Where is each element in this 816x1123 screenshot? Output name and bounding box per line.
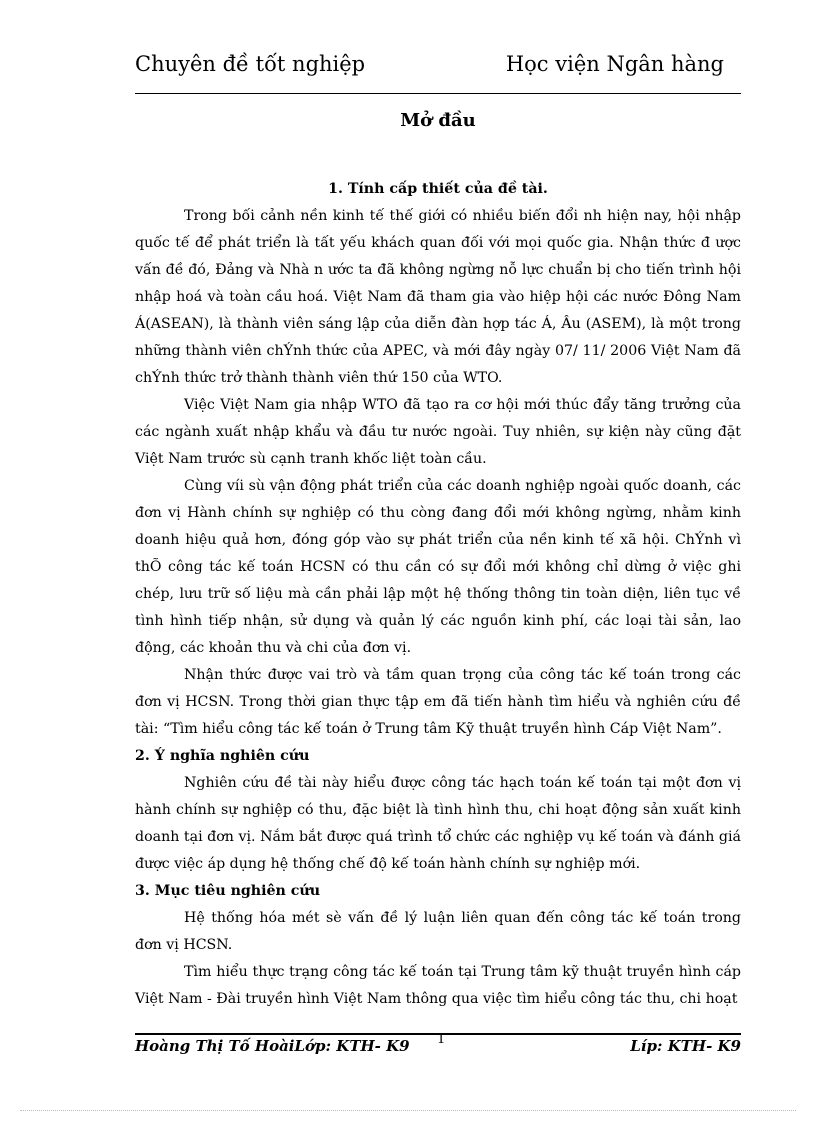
document-body	[135, 176, 741, 1013]
page-footer	[135, 1032, 741, 1062]
section-3-paragraph-1: Hệ thống hóa mét sè vấn đề lý luận liên quan đến công tác kế toán trong đơn vị HCSN.	[135, 910, 741, 953]
page-number: 1	[437, 1032, 446, 1047]
header-divider	[135, 93, 741, 94]
section-1-paragraph-3: Cùng víi sù vận động phát triển của các doanh nghiệp ngoài quốc doanh, các đơn vị Hành chính sự nghiệp có thu còng đang đổi mới không ngừng, nhằm kinh doanh hiệu quả hơn, đóng góp vào sự phát triển của nền kinh tế xã hội. ChÝnh vì thÕ công tác kế toán HCSN có thu cần có sự đổi mới không chỉ dừng ở việc ghi chép, lưu trữ số liệu mà cần phải lập một hệ thống thông tin toàn diện, liên tục về tình hình tiếp nhận, sử dụng và quản lý các nguồn kinh phí, các loại tài sản, lao động, các khoản thu và chi của đơn vị.	[135, 478, 741, 656]
header-left-text: Chuyên đề tốt nghiệp	[135, 52, 366, 76]
header-right-text: Học viện Ngân hàng	[505, 52, 724, 76]
section-1-paragraph-4: Nhận thức được vai trò và tầm quan trọng của công tác kế toán trong các đơn vị HCSN. Trong thời gian thực tập em đã tiến hành tìm hiểu và nghiên cứu đề tài: “Tìm hiểu công tác kế toán ở Trung tâm Kỹ thuật truyền hình Cáp Việt Nam”.	[135, 667, 741, 737]
footer-class: Líp: KTH- K9	[630, 1037, 741, 1055]
section-1-paragraph-1: Trong bối cảnh nền kinh tế thế giới có nhiều biến đổi nh hiện nay, hội nhập quốc tế để phát triển là tất yếu khách quan đối với mọi quốc gia. Nhận thức đ ược vấn đề đó, Đảng và Nhà n ước ta đã không ngừng nỗ lực chuẩn bị cho tiến trình hội nhập hoá và toàn cầu hoá. Việt Nam đã tham gia vào hiệp hội các nước Đông Nam Á(ASEAN), là thành viên sáng lập của diễn đàn hợp tác Á, Âu (ASEM), là một trong những thành viên chÝnh thức của APEC, và mới đây ngày 07/ 11/ 2006 Việt Nam đã chÝnh thức trở thành thành viên thứ 150 của WTO.	[135, 208, 741, 386]
section-1-paragraph-2: Việc Việt Nam gia nhập WTO đã tạo ra cơ hội mới thúc đẩy tăng trưởng của các ngành xuất nhập khẩu và đầu tư nước ngoài. Tuy nhiên, sự kiện này cũng đặt Việt Nam trước sù cạnh tranh khốc liệt toàn cầu.	[135, 397, 741, 467]
page-bottom-dotted-line	[20, 1110, 796, 1111]
page-header	[135, 52, 740, 84]
section-2-paragraph-1: Nghiên cứu đề tài này hiểu được công tác hạch toán kế toán tại một đơn vị hành chính sự nghiệp có thu, đặc biệt là tình hình thu, chi hoạt động sản xuất kinh doanh tại đơn vị. Nắm bắt được quá trình tổ chức các nghiệp vụ kế toán và đánh giá được việc áp dụng hệ thống chế độ kế toán hành chính sự nghiệp mới.	[135, 775, 741, 872]
footer-author: Hoàng Thị Tố HoàiLớp: KTH- K9	[135, 1037, 410, 1055]
section-3-heading: 3. Mục tiêu nghiên cứu	[135, 883, 321, 899]
section-1-heading: 1. Tính cấp thiết của đề tài.	[328, 181, 548, 197]
section-2-heading: 2. Ý nghĩa nghiên cứu	[135, 748, 310, 764]
document-title: Mở đầu	[400, 110, 476, 131]
section-3-paragraph-2: Tìm hiểu thực trạng công tác kế toán tại Trung tâm kỹ thuật truyền hình cáp Việt Nam - Đài truyền hình Việt Nam thông qua việc tìm hiểu công tác thu, chi hoạt	[135, 964, 741, 1007]
